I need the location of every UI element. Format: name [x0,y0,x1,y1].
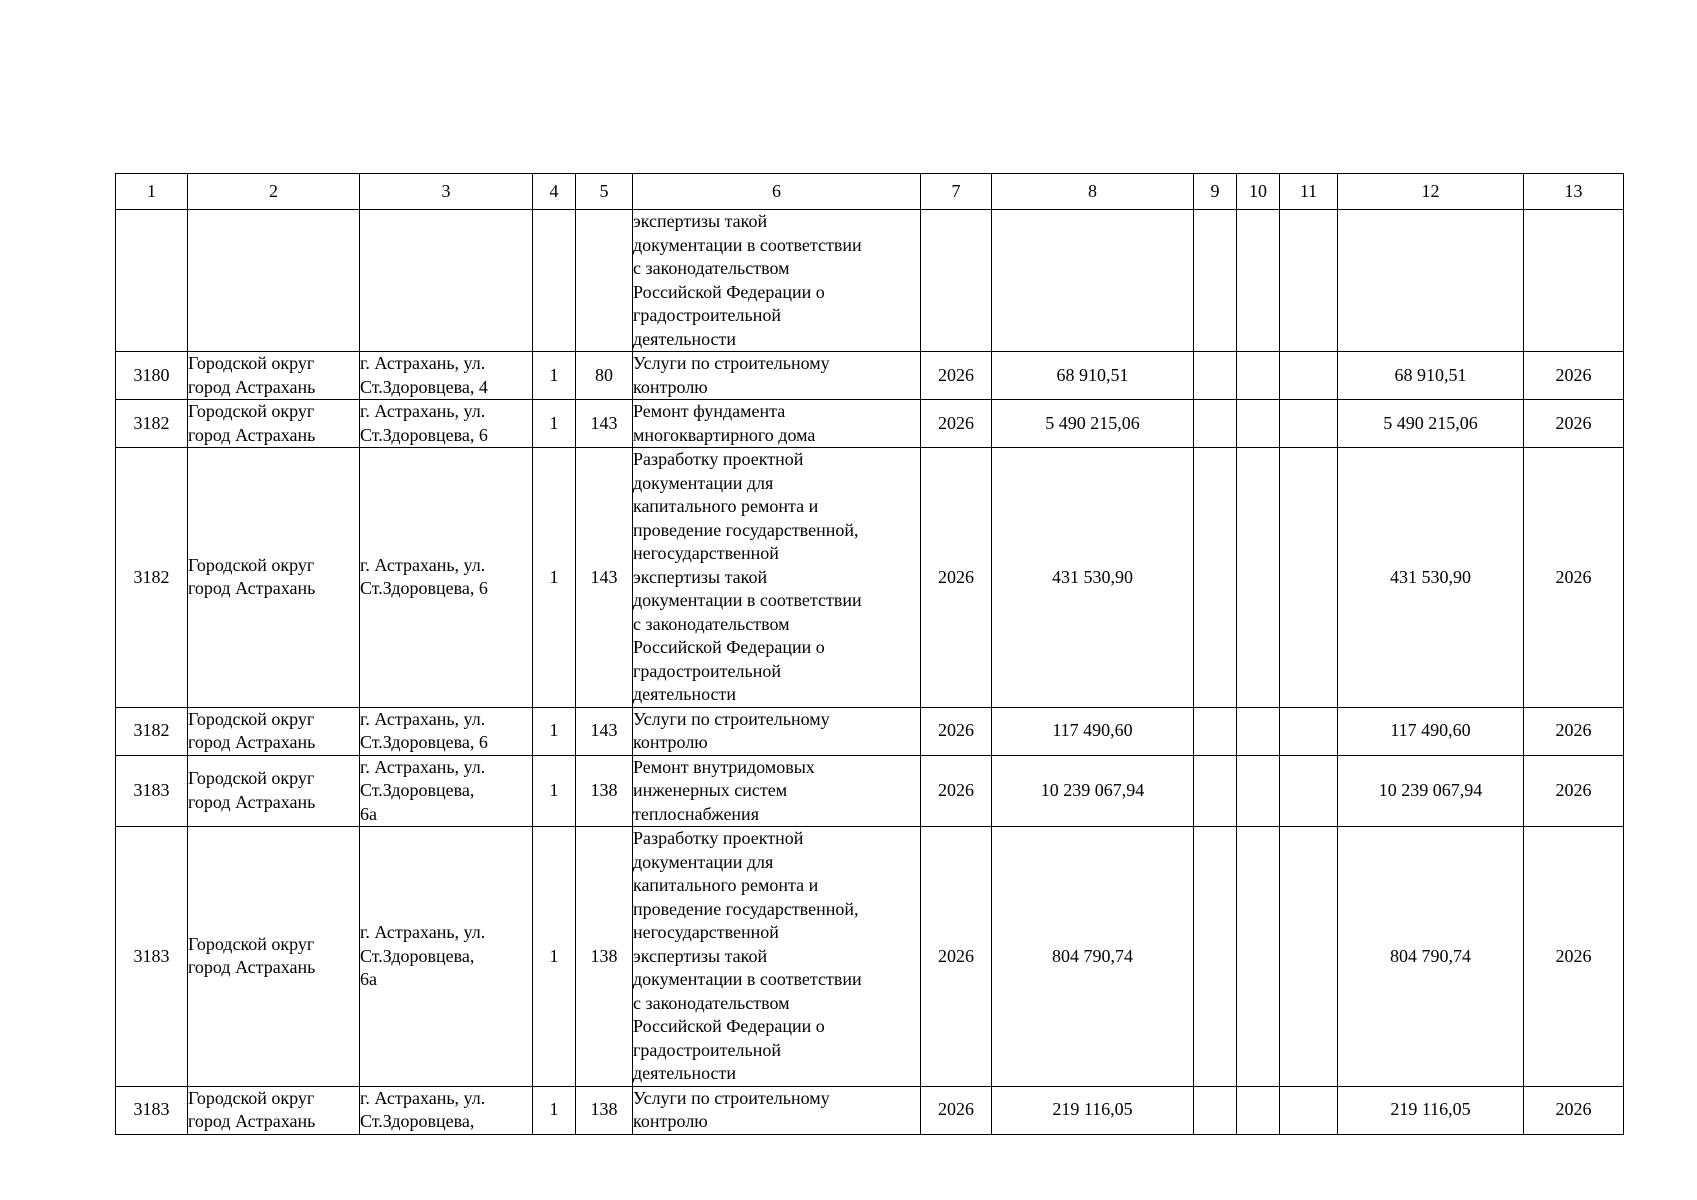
column-header-9: 9 [1194,174,1237,210]
column-header-7: 7 [921,174,992,210]
cell-col11 [1280,827,1338,1087]
cell-col10 [1237,352,1280,400]
column-header-4: 4 [533,174,576,210]
cell-total: 10 239 067,94 [992,755,1194,827]
cell-total: 117 490,60 [992,707,1194,755]
cell-address: г. Астрахань, ул. Ст.Здоровцева, [360,1086,533,1134]
cell-total: 431 530,90 [992,448,1194,708]
cell-total: 5 490 215,06 [992,400,1194,448]
cell-address: г. Астрахань, ул. Ст.Здоровцева, 6 [360,448,533,708]
cell-total: 804 790,74 [992,827,1194,1087]
cell-address [360,210,533,352]
table-row [116,352,1624,400]
cell-col11 [1280,400,1338,448]
table-row [116,1086,1624,1134]
cell-col9 [1194,210,1237,352]
cell-col12: 5 490 215,06 [1338,400,1524,448]
cell-year: 2026 [921,755,992,827]
cell-col9 [1194,448,1237,708]
cell-year: 2026 [921,1086,992,1134]
cell-col5: 138 [576,755,633,827]
cell-district: Городской округ город Астрахань [188,1086,360,1134]
cell-col13: 2026 [1524,755,1624,827]
cell-col9 [1194,755,1237,827]
cell-num: 3183 [116,827,188,1087]
cell-address: г. Астрахань, ул. Ст.Здоровцева, 6а [360,755,533,827]
cell-address: г. Астрахань, ул. Ст.Здоровцева, 6 [360,707,533,755]
cell-description: Ремонт фундамента многоквартирного дома [633,400,921,448]
cell-col10 [1237,400,1280,448]
cell-district [188,210,360,352]
cell-col10 [1237,448,1280,708]
cell-col5: 143 [576,448,633,708]
cell-col13 [1524,210,1624,352]
cell-col5 [576,210,633,352]
continuation-row [116,210,1624,352]
repair-program-table [115,173,1624,1135]
cell-description: Разработку проектной документации для капитального ремонта и проведение государственной, негосударственной экспертизы такой документации в соответствии с законодательством Российской Федерации о градостроительной деятельности [633,448,921,708]
header-row [116,174,1624,210]
cell-col12: 219 116,05 [1338,1086,1524,1134]
cell-district: Городской округ город Астрахань [188,755,360,827]
cell-col9 [1194,352,1237,400]
cell-col11 [1280,448,1338,708]
cell-col11 [1280,1086,1338,1134]
cell-year: 2026 [921,707,992,755]
cell-col11 [1280,707,1338,755]
cell-col13: 2026 [1524,352,1624,400]
cell-col11 [1280,210,1338,352]
cell-num: 3183 [116,1086,188,1134]
table-row [116,707,1624,755]
cell-col13: 2026 [1524,400,1624,448]
cell-description: Разработку проектной документации для капитального ремонта и проведение государственной, негосударственной экспертизы такой документации в соответствии с законодательством Российской Федерации о градостроительной деятельности [633,827,921,1087]
column-header-13: 13 [1524,174,1624,210]
column-header-6: 6 [633,174,921,210]
table-body [116,210,1624,1135]
cell-col10 [1237,827,1280,1087]
cell-col12: 431 530,90 [1338,448,1524,708]
cell-col12: 804 790,74 [1338,827,1524,1087]
cell-col5: 143 [576,400,633,448]
cell-district: Городской округ город Астрахань [188,352,360,400]
cell-col10 [1237,1086,1280,1134]
column-header-1: 1 [116,174,188,210]
table-row [116,755,1624,827]
cell-col5: 138 [576,827,633,1087]
column-header-8: 8 [992,174,1194,210]
cell-col4: 1 [533,707,576,755]
cell-district: Городской округ город Астрахань [188,448,360,708]
cell-description: экспертизы такой документации в соответствии с законодательством Российской Федерации о градостроительной деятельности [633,210,921,352]
cell-col5: 143 [576,707,633,755]
cell-col4: 1 [533,448,576,708]
cell-col10 [1237,210,1280,352]
cell-description: Услуги по строительному контролю [633,352,921,400]
table-row [116,400,1624,448]
cell-col4: 1 [533,755,576,827]
cell-col13: 2026 [1524,707,1624,755]
cell-year [921,210,992,352]
cell-col4: 1 [533,400,576,448]
cell-col5: 80 [576,352,633,400]
cell-col9 [1194,400,1237,448]
cell-col4: 1 [533,827,576,1087]
column-header-12: 12 [1338,174,1524,210]
column-header-3: 3 [360,174,533,210]
cell-col4: 1 [533,1086,576,1134]
cell-num: 3182 [116,448,188,708]
cell-col4: 1 [533,352,576,400]
cell-year: 2026 [921,400,992,448]
cell-col12: 68 910,51 [1338,352,1524,400]
cell-col13: 2026 [1524,827,1624,1087]
cell-district: Городской округ город Астрахань [188,827,360,1087]
cell-col12 [1338,210,1524,352]
cell-total: 68 910,51 [992,352,1194,400]
cell-address: г. Астрахань, ул. Ст.Здоровцева, 6 [360,400,533,448]
cell-col12: 117 490,60 [1338,707,1524,755]
column-header-2: 2 [188,174,360,210]
cell-address: г. Астрахань, ул. Ст.Здоровцева, 4 [360,352,533,400]
cell-col4 [533,210,576,352]
cell-district: Городской округ город Астрахань [188,707,360,755]
table-row [116,827,1624,1087]
cell-col11 [1280,755,1338,827]
cell-col13: 2026 [1524,1086,1624,1134]
cell-col5: 138 [576,1086,633,1134]
cell-col10 [1237,755,1280,827]
cell-col12: 10 239 067,94 [1338,755,1524,827]
cell-year: 2026 [921,352,992,400]
cell-total [992,210,1194,352]
cell-col11 [1280,352,1338,400]
column-header-11: 11 [1280,174,1338,210]
cell-district: Городской округ город Астрахань [188,400,360,448]
cell-col9 [1194,1086,1237,1134]
cell-col9 [1194,707,1237,755]
cell-year: 2026 [921,448,992,708]
cell-total: 219 116,05 [992,1086,1194,1134]
cell-num: 3180 [116,352,188,400]
cell-num: 3182 [116,400,188,448]
cell-col10 [1237,707,1280,755]
cell-num [116,210,188,352]
cell-num: 3183 [116,755,188,827]
column-header-5: 5 [576,174,633,210]
table-header [116,174,1624,210]
cell-description: Ремонт внутридомовых инженерных систем теплоснабжения [633,755,921,827]
cell-description: Услуги по строительному контролю [633,1086,921,1134]
cell-col9 [1194,827,1237,1087]
cell-description: Услуги по строительному контролю [633,707,921,755]
cell-col13: 2026 [1524,448,1624,708]
cell-year: 2026 [921,827,992,1087]
table-row [116,448,1624,708]
cell-address: г. Астрахань, ул. Ст.Здоровцева, 6а [360,827,533,1087]
cell-num: 3182 [116,707,188,755]
column-header-10: 10 [1237,174,1280,210]
